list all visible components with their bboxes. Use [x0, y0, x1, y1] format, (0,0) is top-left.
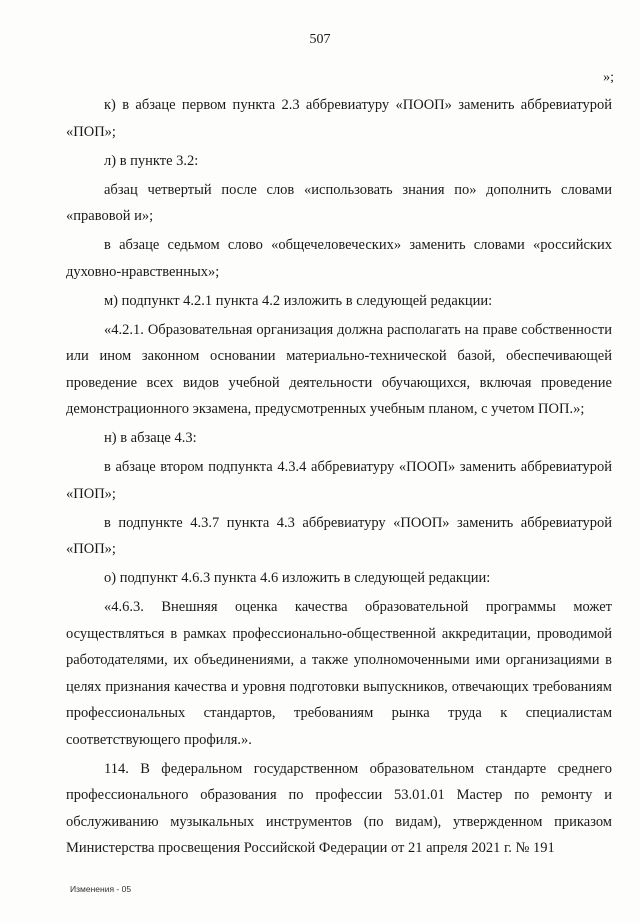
paragraph-114: 114. В федеральном государственном образовательном стандарте среднего профессионального образования по профессии 53.01.01 Мастер по ремонту и обслуживанию музыкальных инструментов (по видам), утвержденном приказом Министерства просвещения Российской Федерации от 21 апреля 2021 г. № 191	[66, 760, 612, 856]
paragraph-l-abzac-4: абзац четвертый после слов «использовать знания по» дополнить словами «правовой и»;	[66, 181, 612, 224]
paragraph-4-3-4: в абзаце втором подпункта 4.3.4 аббревиатуру «ПООП» заменить аббревиатурой «ПОП»;	[66, 459, 612, 502]
paragraph-k: к) в абзаце первом пункта 2.3 аббревиатуру «ПООП» заменить аббревиатурой «ПОП»;	[66, 97, 612, 140]
closing-quote-mark: »;	[603, 70, 614, 85]
footer-revision-note: Изменения - 05	[70, 884, 132, 894]
paragraph-4-3-7: в подпункте 4.3.7 пункта 4.3 аббревиатуру «ПООП» заменить аббревиатурой «ПОП»;	[66, 514, 612, 557]
paragraph-4-6-3: «4.6.3. Внешняя оценка качества образовательной программы может осуществляться в рамках профессионально-общественной аккредитации, проводимой работодателями, их объединениями, а также уполномоченными ими организациями в целях признания качества и уровня подготовки выпускников, отвечающих требованиям профессиональных стандартов, требованиям рынка труда к специалистам соответствующего профиля.».	[66, 599, 612, 748]
paragraph-4-2-1: «4.2.1. Образовательная организация должна располагать на праве собственности или ином законном основании материально-технической базой, обеспечивающей проведение всех видов учебной деятельности обучающихся, включая проведение демонстрационного экзамена, предусмотренных учебным планом, с учетом ПОП.»;	[66, 321, 612, 417]
paragraph-l: л) в пункте 3.2:	[104, 152, 199, 169]
paragraph-o: о) подпункт 4.6.3 пункта 4.6 изложить в следующей редакции:	[104, 570, 491, 586]
paragraph-n: н) в абзаце 4.3:	[104, 430, 197, 446]
document-body	[66, 92, 612, 864]
paragraph-l-abzac-7: в абзаце седьмом слово «общечеловеческих» заменить словами «российских духовно-нравственных»;	[66, 237, 612, 280]
page-number: 507	[309, 32, 331, 47]
paragraph-m: м) подпункт 4.2.1 пункта 4.2 изложить в следующей редакции:	[104, 292, 493, 309]
